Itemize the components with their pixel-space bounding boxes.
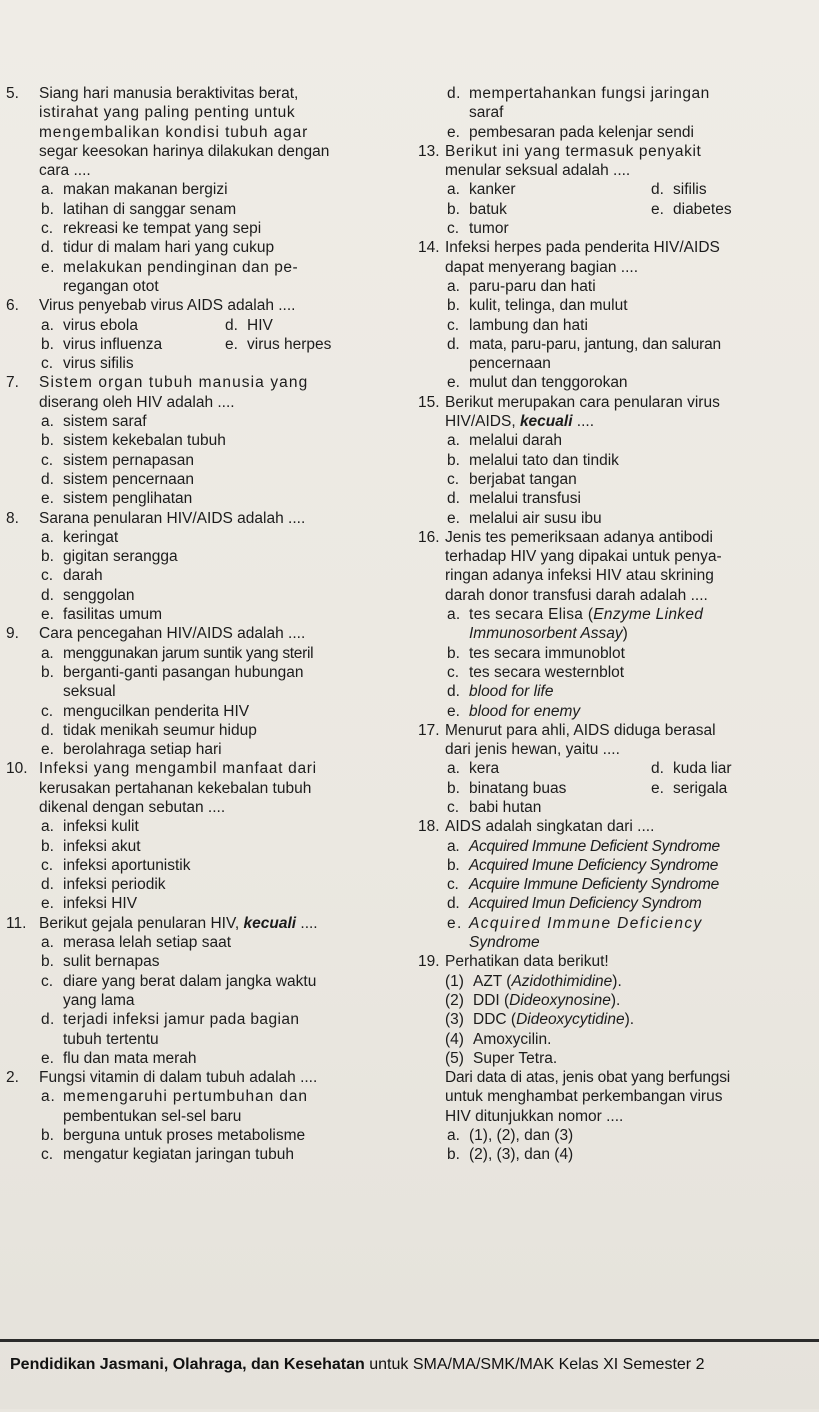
question-stem: dikenal dengan sebutan .... [39,798,226,816]
option-row [445,759,813,778]
data-list-item: (4) Amoxycilin. [445,1030,552,1048]
question-stem: Fungsi vitamin di dalam tubuh adalah .... [39,1069,318,1087]
question-stem: HIV/AIDS, kecuali .... [445,413,595,431]
book-title: Pendidikan Jasmani, Olahraga, dan Kesehatan [10,1356,365,1373]
question-stem: Berikut ini yang termasuk penyakit [445,142,702,160]
question-18 [418,817,813,952]
question-9 [6,624,398,759]
answer-option: e. fasilitas umum [41,606,163,624]
answer-option: d. tidak menikah seumur hidup [41,721,257,739]
question-number: 19. [418,953,440,971]
left-column [6,84,398,1165]
question-stem: HIV ditunjukkan nomor .... [445,1107,624,1125]
answer-option: d. mata, paru-paru, jantung, dan saluran [447,335,721,353]
question-stem: Cara pencegahan HIV/AIDS adalah .... [39,625,306,643]
answer-option: a. (1), (2), dan (3) [447,1127,574,1145]
question-stem: cara .... [39,162,91,180]
answer-option: c. infeksi aportunistik [41,856,191,874]
option-row [39,354,398,373]
answer-option: d. HIV [225,316,273,334]
answer-option: b. sistem kekebalan tubuh [41,432,226,450]
answer-option: d. infeksi periodik [41,876,166,894]
option-row [445,798,813,817]
answer-option: e. flu dan mata merah [41,1049,197,1067]
question-stem: darah donor transfusi darah adalah .... [445,586,708,604]
answer-option-continuation: tubuh tertentu [63,1030,159,1048]
answer-option-continuation: saraf [469,104,504,122]
answer-option: b. sulit bernapas [41,953,160,971]
question-stem: segar keesokan harinya dilakukan dengan [39,142,330,160]
answer-option: c. mengatur kegiatan jaringan tubuh [41,1146,294,1164]
question-5 [6,84,398,296]
answer-option: a. Acquired Immune Deficient Syndrome [447,837,720,855]
question-stem: Infeksi yang mengambil manfaat dari [39,760,317,778]
answer-option-continuation: seksual [63,683,116,701]
answer-option: b. melalui tato dan tindik [447,451,619,469]
answer-option: c. virus sifilis [41,355,134,373]
answer-option: a. sistem saraf [41,413,147,431]
answer-option: b. binatang buas [447,779,567,797]
answer-option: c. berjabat tangan [447,470,577,488]
answer-option: e. serigala [651,779,728,797]
question-stem: dari jenis hewan, yaitu .... [445,741,620,759]
answer-option: b. latihan di sanggar senam [41,200,237,218]
emphasis-text: kecuali [519,413,573,431]
question-stem: Berikut merupakan cara penularan virus [445,393,720,411]
answer-option: b. Acquired Imune Deficiency Syndrome [447,856,719,874]
answer-option: a. memengaruhi pertumbuhan dan [41,1088,308,1106]
option-row [39,316,398,335]
answer-option-continuation: yang lama [63,991,135,1009]
question-stem: Dari data di atas, jenis obat yang berfungsi [445,1069,731,1087]
answer-option: c. darah [41,567,103,585]
answer-option: a. kera [447,760,500,778]
answer-option: b. berguna untuk proses metabolisme [41,1127,306,1145]
question-stem: Berikut gejala penularan HIV, kecuali .... [39,914,318,932]
question-number: 14. [418,239,440,257]
question-stem: istirahat yang paling penting untuk [39,104,296,122]
answer-option: d. melalui transfusi [447,490,581,508]
answer-option: d. senggolan [41,586,135,604]
answer-option: e. berolahraga setiap hari [41,741,222,759]
answer-option: b. (2), (3), dan (4) [447,1146,574,1164]
question-number: 13. [418,142,440,160]
question-stem: menular seksual adalah .... [445,162,631,180]
question-number: 17. [418,721,440,739]
question-stem: Siang hari manusia beraktivitas berat, [39,85,299,102]
question-14 [418,238,813,392]
question-15 [418,393,813,528]
answer-option: d. mempertahankan fungsi jaringan [447,85,710,102]
answer-option: d. Acquired Imun Deficiency Syndrom [447,895,702,913]
question-number: 10. [6,760,28,778]
option-row [445,200,813,219]
question-11 [6,914,398,1068]
question-number: 15. [418,393,440,411]
answer-option: a. merasa lelah setiap saat [41,934,232,952]
answer-option: d. sifilis [651,181,707,199]
answer-option: e. diabetes [651,200,732,218]
question-number: 9. [6,625,19,643]
answer-option: e. melalui air susu ibu [447,509,602,527]
question-stem: Perhatikan data berikut! [445,953,609,971]
answer-option: d. tidur di malam hari yang cukup [41,239,275,257]
question-stem: kerusakan pertahanan kekebalan tubuh [39,779,312,797]
answer-option-continuation: regangan otot [63,277,159,295]
question-stem: AIDS adalah singkatan dari .... [445,818,655,836]
question-stem: terhadap HIV yang dipakai untuk penya- [445,548,722,566]
question-16 [418,528,813,721]
answer-option-continuation: pembentukan sel-sel baru [63,1107,242,1125]
question-stem: Sarana penularan HIV/AIDS adalah .... [39,509,306,527]
answer-option: d. terjadi infeksi jamur pada bagian [41,1011,300,1029]
answer-option: b. kulit, telinga, dan mulut [447,297,628,315]
data-list-item: (5) Super Tetra. [445,1049,558,1067]
book-title-footer [10,1356,704,1374]
answer-option: a. virus ebola [41,316,138,334]
question-number: 5. [6,85,19,102]
answer-option-continuation: Immunosorbent Assay) [469,625,628,643]
answer-option-continuation: pencernaan [469,355,551,373]
answer-option: a. tes secara Elisa (Enzyme Linked [447,606,704,624]
answer-option: e. Acquired Immune Deficiency [447,914,703,932]
question-stem: Jenis tes pemeriksaan adanya antibodi [445,528,713,546]
data-list-item: (1) AZT (Azidothimidine). [445,972,622,990]
book-subtitle: untuk SMA/MA/SMK/MAK Kelas XI Semester 2 [364,1356,705,1373]
answer-option: c. mengucilkan penderita HIV [41,702,250,720]
answer-option: b. infeksi akut [41,837,141,855]
question-12-continuation [418,84,813,142]
answer-option: a. keringat [41,528,119,546]
option-row [39,335,398,354]
question-19 [418,952,813,1164]
question-12 [6,1068,398,1164]
question-6 [6,296,398,373]
answer-option: b. gigitan serangga [41,548,178,566]
answer-option: c. tumor [447,220,509,238]
emphasis-text: kecuali [243,914,297,932]
question-stem: untuk menghambat perkembangan virus [445,1088,723,1106]
answer-option: d. sistem pencernaan [41,470,194,488]
answer-option: b. batuk [447,200,507,218]
option-row [445,219,813,238]
answer-option: c. rekreasi ke tempat yang sepi [41,220,262,238]
answer-option: e. pembesaran pada kelenjar sendi [447,123,694,141]
answer-option: c. lambung dan hati [447,316,588,334]
question-stem: Infeksi herpes pada penderita HIV/AIDS [445,239,720,257]
question-stem: diserang oleh HIV adalah .... [39,393,235,411]
option-row [445,779,813,798]
question-number: 16. [418,528,440,546]
question-number: 7. [6,374,19,392]
answer-option: d. blood for life [447,683,554,701]
question-stem: Virus penyebab virus AIDS adalah .... [39,297,296,315]
answer-option: b. tes secara immunoblot [447,644,625,662]
answer-option: c. tes secara westernblot [447,663,625,681]
answer-option: d. kuda liar [651,760,732,778]
answer-option: e. sistem penglihatan [41,490,193,508]
answer-option: e. infeksi HIV [41,895,138,913]
answer-option: a. menggunakan jarum suntik yang steril [41,644,314,662]
question-number: 6. [6,297,19,315]
question-8 [6,509,398,625]
question-stem: ringan adanya infeksi HIV atau skrining [445,567,714,585]
question-number: 2. [6,1069,19,1087]
question-10 [6,759,398,913]
answer-option: e. blood for enemy [447,702,581,720]
answer-option: c. diare yang berat dalam jangka waktu [41,972,317,990]
question-13 [418,142,813,238]
answer-option: c. babi hutan [447,798,542,816]
answer-option: b. berganti-ganti pasangan hubungan [41,663,304,681]
option-row [445,180,813,199]
question-number: 18. [418,818,440,836]
answer-option: b. virus influenza [41,335,163,353]
question-stem: Menurut para ahli, AIDS diduga berasal [445,721,716,739]
data-list-item: (2) DDI (Dideoxynosine). [445,991,621,1009]
data-list-item: (3) DDC (Dideoxycytidine). [445,1011,635,1029]
right-column [418,84,813,1165]
answer-option: a. kanker [447,181,516,199]
question-7 [6,373,398,508]
page-footer [0,1339,819,1412]
answer-option: e. melakukan pendinginan dan pe- [41,258,299,276]
answer-option: c. Acquire Immune Deficienty Syndrome [447,876,719,894]
question-number: 8. [6,509,19,527]
answer-option: a. paru-paru dan hati [447,277,596,295]
answer-option: a. makan makanan bergizi [41,181,228,199]
question-number: 11. [6,914,27,932]
question-stem: Sistem organ tubuh manusia yang [39,374,309,392]
answer-option-continuation: Syndrome [469,934,540,952]
question-stem: mengembalikan kondisi tubuh agar [39,123,309,141]
answer-option: e. mulut dan tenggorokan [447,374,628,392]
answer-option: a. infeksi kulit [41,818,139,836]
question-17 [418,721,813,817]
answer-option: a. melalui darah [447,432,563,450]
answer-option: c. sistem pernapasan [41,451,194,469]
answer-option: e. virus herpes [225,335,332,353]
question-stem: dapat menyerang bagian .... [445,258,639,276]
